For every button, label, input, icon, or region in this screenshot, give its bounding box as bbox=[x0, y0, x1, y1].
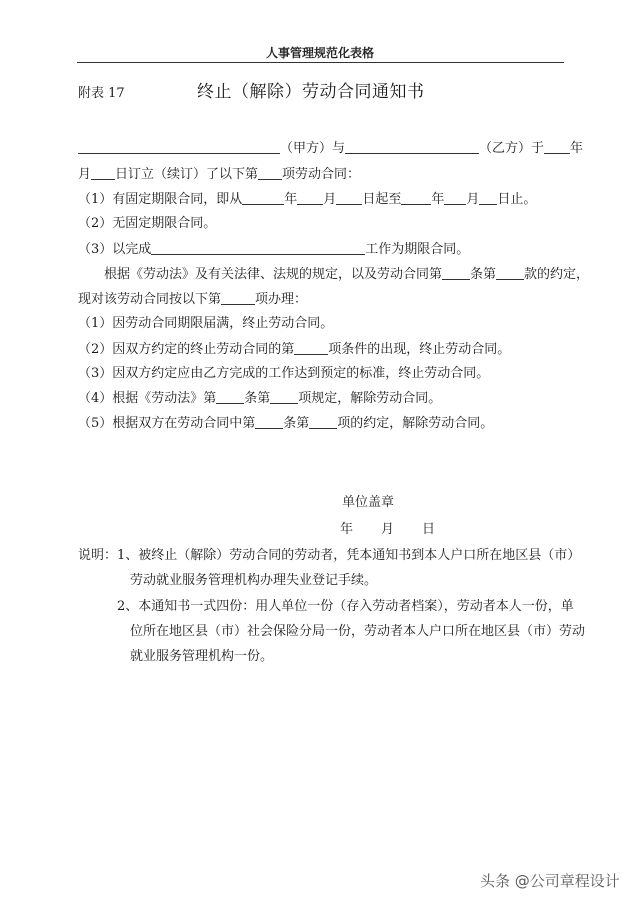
parties-line-2: 月 日订立（续订）了以下第 项劳动合同： bbox=[78, 167, 361, 182]
note-1-line-2: 劳动就业服务管理机构办理失业登记手续。 bbox=[130, 573, 378, 588]
basis-article-blank[interactable] bbox=[442, 266, 470, 280]
from-day-blank[interactable] bbox=[336, 191, 362, 205]
item-3: （3）因双方约定应由乙方完成的工作达到预定的标准，终止劳动合同。 bbox=[78, 366, 490, 381]
contract-type-indefinite: （2）无固定期限合同。 bbox=[78, 216, 217, 231]
item-4: （4）根据《劳动法》第 条第 项规定，解除劳动合同。 bbox=[78, 391, 442, 406]
party-b-blank[interactable] bbox=[345, 140, 479, 154]
contract-type-fixed: （1）有固定期限合同，即从 年 月 日起至 年 月 日止。 bbox=[78, 192, 537, 207]
form-number: 附表 17 bbox=[78, 86, 125, 101]
notes-label: 说明： bbox=[78, 548, 118, 563]
item-5: （5）根据双方在劳动合同中第 条第 项的约定，解除劳动合同。 bbox=[78, 416, 494, 431]
signature-date: 年 月 日 bbox=[340, 522, 436, 537]
party-a-blank[interactable] bbox=[78, 140, 280, 154]
from-month-blank[interactable] bbox=[297, 191, 323, 205]
to-day-blank[interactable] bbox=[479, 191, 497, 205]
item4-clause-blank[interactable] bbox=[270, 390, 298, 404]
note-2-line-2: 位所在地区县（市）社会保险分局一份，劳动者本人户口所在地区县（市）劳动 bbox=[130, 624, 586, 639]
note-1-line-1: 1、被终止（解除）劳动合同的劳动者，凭本通知书到本人户口所在地区县（市） bbox=[117, 548, 581, 563]
contract-no-blank[interactable] bbox=[258, 166, 282, 180]
item4-article-blank[interactable] bbox=[216, 390, 244, 404]
basis-line-2: 现对该劳动合同按以下第 项办理： bbox=[78, 292, 308, 307]
to-month-blank[interactable] bbox=[444, 191, 466, 205]
to-year-blank[interactable] bbox=[401, 191, 431, 205]
item2-condition-blank[interactable] bbox=[294, 341, 328, 355]
basis-line-1: 根据《劳动法》及有关法律、法规的规定，以及劳动合同第 条第 款的约定， bbox=[104, 267, 590, 282]
year-blank[interactable] bbox=[544, 140, 570, 154]
from-year-blank[interactable] bbox=[242, 191, 284, 205]
note-2-line-1: 2、本通知书一式四份：用人单位一份（存入劳动者档案），劳动者本人一份，单 bbox=[117, 599, 574, 614]
unit-seal-label: 单位盖章 bbox=[342, 495, 395, 510]
item-1: （1）因劳动合同期限届满，终止劳动合同。 bbox=[78, 316, 334, 331]
document-title: 终止（解除）劳动合同通知书 bbox=[197, 82, 425, 102]
item5-article-blank[interactable] bbox=[255, 415, 283, 429]
contract-type-task: （3）以完成 工作为期限合同。 bbox=[78, 242, 470, 257]
parties-line-1: （甲方）与 （乙方）于 年 bbox=[78, 140, 583, 157]
header-rule bbox=[77, 62, 564, 63]
watermark: 头条 @公司章程设计 bbox=[480, 872, 620, 890]
day-blank[interactable] bbox=[91, 166, 115, 180]
item5-clause-blank[interactable] bbox=[309, 415, 337, 429]
handling-item-blank[interactable] bbox=[221, 291, 255, 305]
basis-clause-blank[interactable] bbox=[496, 266, 524, 280]
item-2: （2）因双方约定的终止劳动合同的第 项条件的出现，终止劳动合同。 bbox=[78, 342, 511, 357]
note-2-line-3: 就业服务管理机构一份。 bbox=[130, 649, 274, 664]
task-blank[interactable] bbox=[151, 241, 365, 255]
header-title: 人事管理规范化表格 bbox=[265, 46, 374, 60]
